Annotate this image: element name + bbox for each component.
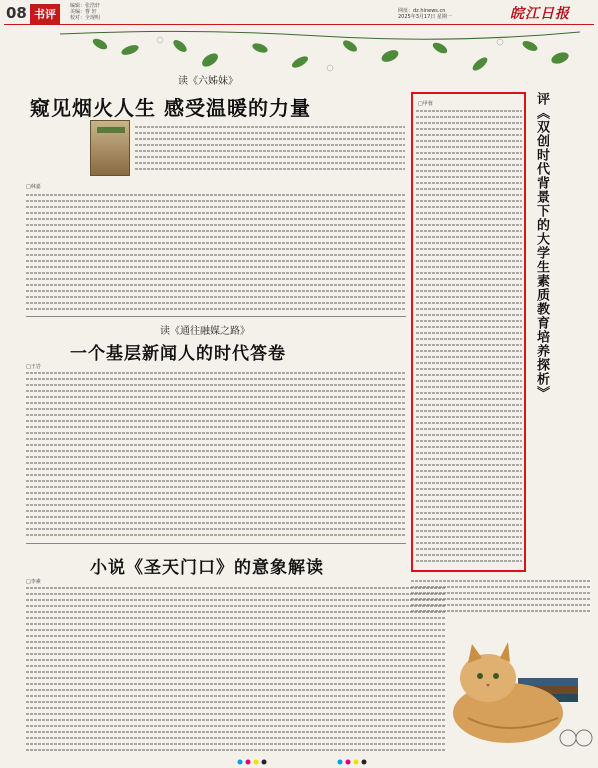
article3-title: 小说《圣天门口》的意象解读 bbox=[90, 558, 324, 578]
article2-byline: □王岩 bbox=[26, 364, 41, 370]
text-line bbox=[26, 532, 406, 538]
masthead bbox=[0, 0, 598, 26]
header-rule bbox=[4, 24, 594, 25]
divider bbox=[26, 316, 406, 317]
text-line bbox=[411, 608, 591, 614]
article1-byline: □林嘉 bbox=[26, 184, 41, 190]
page-number: 08 bbox=[6, 4, 27, 22]
website: 网址：dz.hinews.cn bbox=[398, 8, 446, 14]
leaf-decoration bbox=[60, 26, 580, 86]
text-line bbox=[26, 306, 406, 312]
book-cover-image bbox=[90, 120, 130, 176]
article1-text-block bbox=[135, 124, 405, 176]
featured-body bbox=[416, 108, 522, 568]
article3-body bbox=[26, 585, 446, 755]
text-line bbox=[416, 558, 522, 564]
article1-body bbox=[26, 192, 406, 314]
newspaper-logo: 皖江日报 bbox=[510, 6, 570, 22]
editor-line: 美编：曹 轩 bbox=[70, 9, 97, 15]
article2-title: 一个基层新闻人的时代答卷 bbox=[70, 344, 286, 364]
article2-subtitle: 读《通往融媒之路》 bbox=[160, 326, 250, 337]
cat-illustration bbox=[448, 618, 596, 758]
text-line bbox=[26, 747, 446, 753]
article1-title: 窥见烟火人生 感受温暖的力量 bbox=[30, 96, 311, 120]
article2-body bbox=[26, 370, 406, 538]
section-tag: 书评 bbox=[30, 4, 60, 24]
issue-date: 2025年3月17日 星期一 bbox=[398, 14, 452, 20]
article1-subtitle: 读《六姊妹》 bbox=[178, 76, 238, 87]
featured-body-continued bbox=[411, 578, 591, 618]
header-meta bbox=[398, 8, 452, 20]
print-registration-marks bbox=[230, 759, 370, 765]
featured-byline: □甲蓉 bbox=[418, 101, 433, 107]
divider bbox=[26, 543, 406, 544]
article3-byline: □李素 bbox=[26, 579, 41, 585]
featured-title: 评《双创时代背景下的大学生素质教育培养探析》 bbox=[534, 92, 549, 400]
text-line bbox=[135, 166, 405, 172]
editor-credits bbox=[70, 3, 130, 21]
editor-line: 校对：全现明 bbox=[70, 15, 101, 21]
editor-line: 编辑：张浩轩 bbox=[70, 3, 101, 9]
